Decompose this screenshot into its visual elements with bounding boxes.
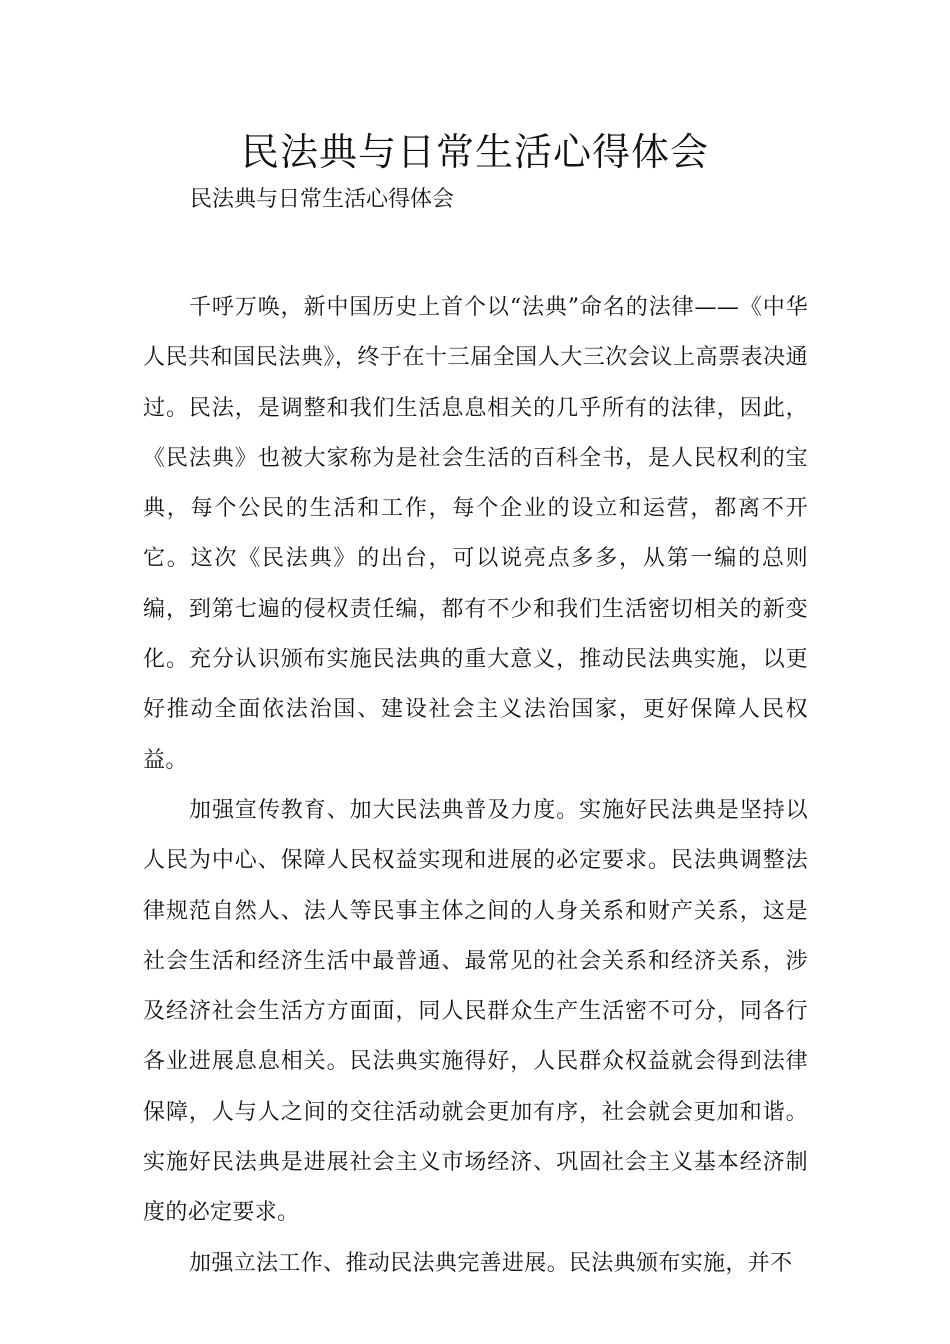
paragraph-3: 加强立法工作、推动民法典完善进展。民法典颁布实施，并不 <box>189 1250 793 1276</box>
paragraph-2: 加强宣传教育、加大民法典普及力度。实施好民法典是坚持以人民为中心、保障人民权益实现和进展的必定要求。民法典调整法律规范自然人、法人等民事主体之间的人身关系和财产关系，这是社会生活和经济生活中最普通、最常见的社会关系和经济关系，涉及经济社会生活方方面面，同人民群众生产生活密不可分，同各行各业进展息息相关。民法典实施得好，人民群众权益就会得到法律保障，人与人之间的交往活动就会更加有序，社会就会更加和谐。实施好民法典是进展社会主义市场经济、巩固社会主义基本经济制度的必定要求。 <box>143 797 808 1226</box>
document-subtitle: 民法典与日常生活心得体会 <box>190 187 455 212</box>
document-body <box>143 283 808 1289</box>
paragraph-1: 千呼万唤，新中国历史上首个以“法典”命名的法律——《中华人民共和国民法典》，终于在十三届全国人大三次会议上高票表决通过。民法，是调整和我们生活息息相关的几乎所有的法律，因此，《民法典》也被大家称为是社会生活的百科全书，是人民权利的宝典，每个公民的生活和工作，每个企业的设立和运营，都离不开它。这次《民法典》的出台，可以说亮点多多，从第一编的总则编，到第七遍的侵权责任编，都有不少和我们生活密切相关的新变化。充分认识颁布实施民法典的重大意义，推动民法典实施，以更好推动全面依法治国、建设社会主义法治国家，更好保障人民权益。 <box>143 295 808 773</box>
document-title: 民法典与日常生活心得体会 <box>240 130 709 174</box>
